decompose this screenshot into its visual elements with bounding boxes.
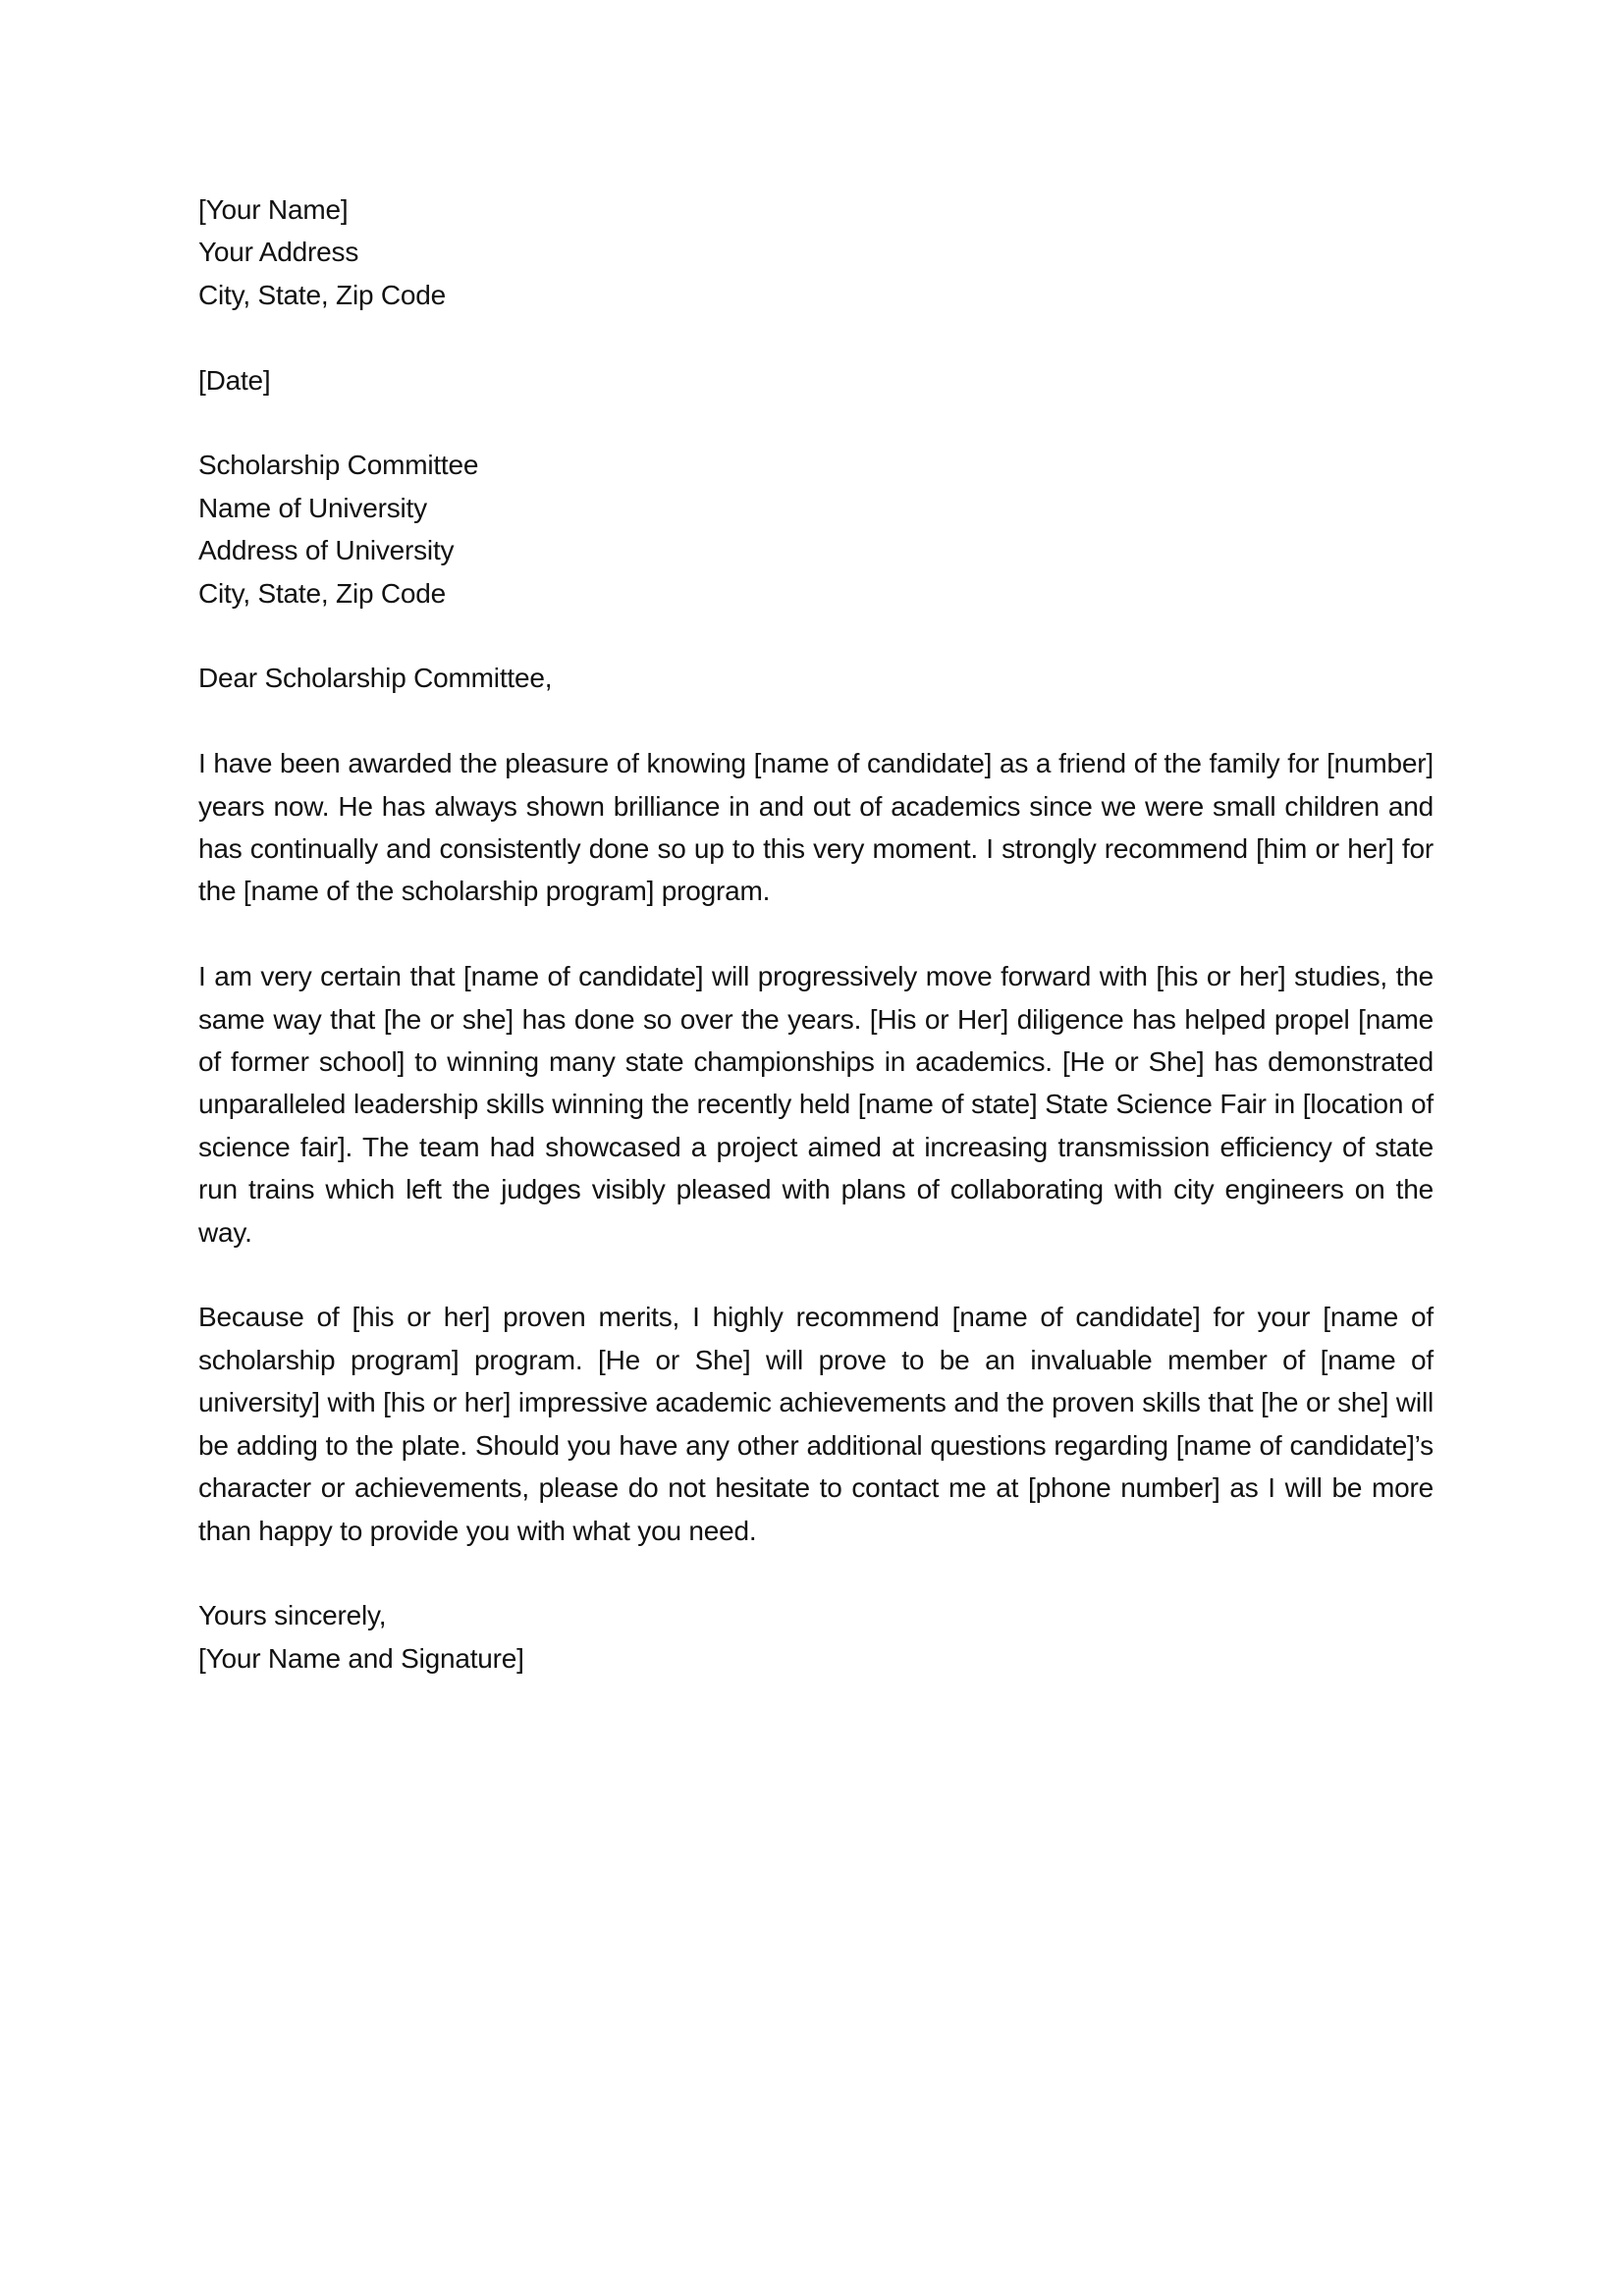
recipient-university-name: Name of University bbox=[198, 492, 427, 523]
date-block bbox=[198, 359, 1434, 401]
sender-address: Your Address bbox=[198, 237, 359, 268]
sender-name: [Your Name] bbox=[198, 194, 349, 225]
sender-address-block bbox=[198, 188, 1434, 316]
spacer bbox=[198, 316, 1434, 358]
letter-body bbox=[198, 188, 1434, 1680]
spacer bbox=[198, 913, 1434, 955]
recipient-address-block bbox=[198, 444, 1434, 614]
salutation: Dear Scholarship Committee, bbox=[198, 663, 553, 694]
body-paragraph-3: Because of [his or her] proven merits, I highly recommend [name of candidate] for your [name of scholarship program] program. [He or She] will prove to be an invaluable member of [name of university] with [his or her] impressive academic achievements and the proven skills that [he or she] will be adding to the plate. Should you have any other additional questions regarding [name of candidate]’s character or achievements, please do not hesitate to contact me at [phone number] as I will be more than happy to provide you with what you need. bbox=[198, 1302, 1434, 1546]
spacer bbox=[198, 1552, 1434, 1594]
valediction: Yours sincerely, bbox=[198, 1600, 387, 1631]
spacer bbox=[198, 1254, 1434, 1296]
spacer bbox=[198, 614, 1434, 657]
signature-line: [Your Name and Signature] bbox=[198, 1642, 524, 1674]
spacer bbox=[198, 401, 1434, 444]
sender-city-state-zip: City, State, Zip Code bbox=[198, 279, 447, 310]
recipient-committee: Scholarship Committee bbox=[198, 450, 479, 481]
salutation-block bbox=[198, 657, 1434, 699]
recipient-city-state-zip: City, State, Zip Code bbox=[198, 577, 447, 609]
closing-block bbox=[198, 1594, 1434, 1680]
spacer bbox=[198, 700, 1434, 742]
letter-date: [Date] bbox=[198, 364, 271, 396]
body-paragraph-2: I am very certain that [name of candidate] will progressively move forward with [his or her] studies, the same way that [he or she] has done so over the years. [His or Her] diligence has helped propel [name of former school] to winning many state championships in academics. [He or She] has demonstrated unparalleled leadership skills winning the recently held [name of state] State Science Fair in [location of science fair]. The team had showcased a project aimed at increasing transmission efficiency of state run trains which left the judges visibly pleased with plans of collaborating with city engineers on the way. bbox=[198, 961, 1434, 1248]
recipient-university-address: Address of University bbox=[198, 535, 455, 566]
body-paragraph-1: I have been awarded the pleasure of knowing [name of candidate] as a friend of the family for [number] years now. He has always shown brilliance in and out of academics since we were small children and has continually and consistently done so up to this very moment. I strongly recommend [him or her] for the [name of the scholarship program] program. bbox=[198, 748, 1434, 907]
